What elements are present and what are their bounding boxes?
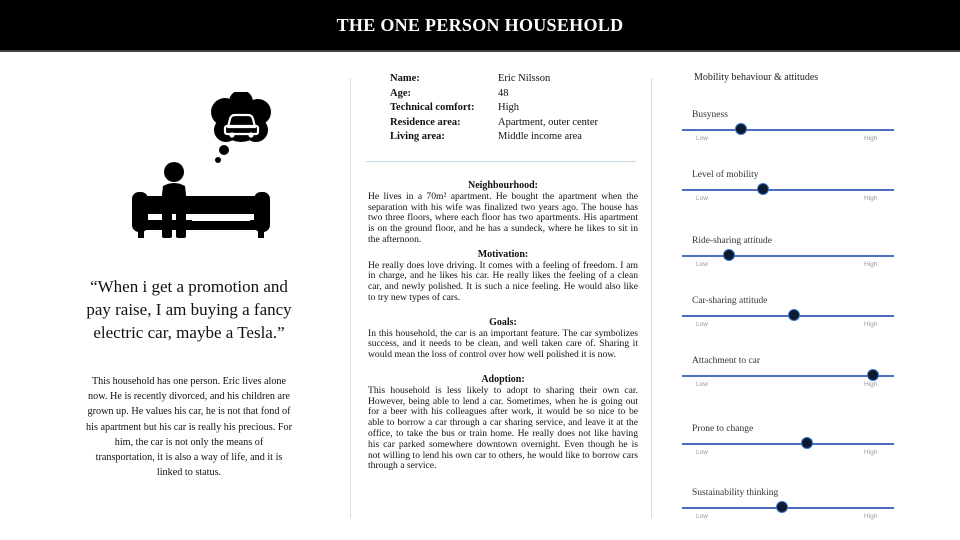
persona-summary: This household has one person. Eric lives alone now. He is recently divorced, and his children are grown up. He values his car, he is not that fond of his apartment but his car is really his precious. For him, the car is not only the means of transportation, it is also a way of life, and it is linked to status. xyxy=(86,376,292,479)
section-body: He really does love driving. It comes with a feeling of freedom. I am in charge, and he likes his car. He really likes the feeling of a clean car, and newly polished. It is such a nice feeling. He would also like to try new types of cars. xyxy=(368,259,638,303)
profile-row-residence-area xyxy=(390,116,640,131)
slider-track xyxy=(682,507,894,509)
car-sharing-attitude-slider xyxy=(682,296,894,336)
slider-knob xyxy=(776,501,788,513)
slider-label: Car-sharing attitude xyxy=(692,296,768,306)
slider-label: Sustainability thinking xyxy=(692,488,779,498)
section-title: Neighbourhood: xyxy=(467,180,538,191)
slider-knob xyxy=(735,123,747,135)
level-of-mobility-slider xyxy=(682,170,894,210)
slider-knob xyxy=(867,369,879,381)
profile-value: Apartment, outer center xyxy=(498,116,598,128)
slider-low-label: Low xyxy=(696,195,708,202)
slider-label: Prone to change xyxy=(692,424,754,434)
slider-low-label: Low xyxy=(696,135,708,142)
slider-low-label: Low xyxy=(696,321,708,328)
profile-row-age xyxy=(390,87,640,102)
persona-details xyxy=(368,181,638,472)
sofa-icon xyxy=(132,192,270,238)
section-title: Adoption: xyxy=(481,373,525,385)
adoption-section xyxy=(368,375,638,472)
profile-row-name xyxy=(390,72,640,87)
profile-value: 48 xyxy=(498,87,509,99)
profile-key: Residence area: xyxy=(390,116,461,128)
left-divider xyxy=(350,78,351,518)
slider-high-label: High xyxy=(864,449,878,456)
slider-label: Busyness xyxy=(692,110,728,120)
motivation-section xyxy=(368,250,638,304)
section-title: Goals: xyxy=(489,316,517,328)
slider-low-label: Low xyxy=(696,261,708,268)
slider-track xyxy=(682,129,894,131)
section-body: This household is less likely to adopt to sharing their own car. However, being able to lend a car. Sometimes, when he is going out for a beer with his colleagues after work, it would be so nice to be able to borrow a car through a car sharing service, and leave it at the office, to take the bus or train home. He really does not like having his car parked somewhere downtown overnight. Even though he is not willing to lend his own car to others, he would like to borrow cars through a service. xyxy=(368,384,638,472)
slider-track xyxy=(682,255,894,257)
attachment-to-car-slider xyxy=(682,356,894,396)
busyness-slider xyxy=(682,110,894,150)
persona-quote: “When i get a promotion and pay raise, I am buying a fancy electric car, maybe a Tesla.” xyxy=(86,277,292,342)
neighbourhood-section xyxy=(368,181,638,246)
slider-track xyxy=(682,189,894,191)
slider-high-label: High xyxy=(864,381,878,388)
section-body: He lives in a 70m² apartment. He bought the apartment when the separation with his wife was finalized two years ago. The house has two three floors, where each floor has two apartments. His apartment is on the ground floor, and he has a sundeck, where he likes to sit in the afternoon. xyxy=(368,190,638,245)
profile-divider xyxy=(366,161,636,162)
prone-to-change-slider xyxy=(682,424,894,464)
slider-label: Attachment to car xyxy=(692,356,761,366)
slider-high-label: High xyxy=(864,513,878,520)
person-on-sofa-dreaming-of-car-icon xyxy=(128,92,278,242)
profile-panel xyxy=(390,72,640,145)
profile-key: Living area: xyxy=(390,131,445,142)
profile-row-living-area xyxy=(390,130,640,145)
slider-high-label: High xyxy=(864,261,878,268)
slider-knob xyxy=(788,309,800,321)
slider-high-label: High xyxy=(864,135,878,142)
slider-low-label: Low xyxy=(696,513,708,520)
slider-knob xyxy=(723,249,735,261)
profile-value: High xyxy=(498,102,519,113)
sustainability-thinking-slider xyxy=(682,488,894,528)
slider-track xyxy=(682,375,894,377)
slider-track xyxy=(682,443,894,445)
slider-knob xyxy=(757,183,769,195)
right-divider xyxy=(651,78,652,518)
goals-section xyxy=(368,318,638,361)
mobility-title: Mobility behaviour & attitudes xyxy=(694,72,819,83)
slider-label: Ride-sharing attitude xyxy=(692,236,772,246)
profile-value: Eric Nilsson xyxy=(498,73,551,84)
profile-key: Technical comfort: xyxy=(390,102,475,113)
header-bar xyxy=(0,0,960,52)
page-title: THE ONE PERSON HOUSEHOLD xyxy=(336,14,624,35)
profile-key: Age: xyxy=(390,87,411,99)
slider-label: Level of mobility xyxy=(692,170,759,180)
section-title: Motivation: xyxy=(477,248,529,260)
slider-high-label: High xyxy=(864,195,878,202)
section-body: In this household, the car is an important feature. The car symbolizes success, and it needs to be clean, and well taken care of. Sharing it would mean the loss of control over how well polished it is now. xyxy=(368,327,638,361)
profile-key: Name: xyxy=(390,73,420,84)
slider-low-label: Low xyxy=(696,449,708,456)
profile-value: Middle income area xyxy=(498,131,582,142)
slider-knob xyxy=(801,437,813,449)
slider-low-label: Low xyxy=(696,381,708,388)
profile-row-technical-comfort xyxy=(390,101,640,116)
ride-sharing-attitude-slider xyxy=(682,236,894,276)
slider-high-label: High xyxy=(864,321,878,328)
